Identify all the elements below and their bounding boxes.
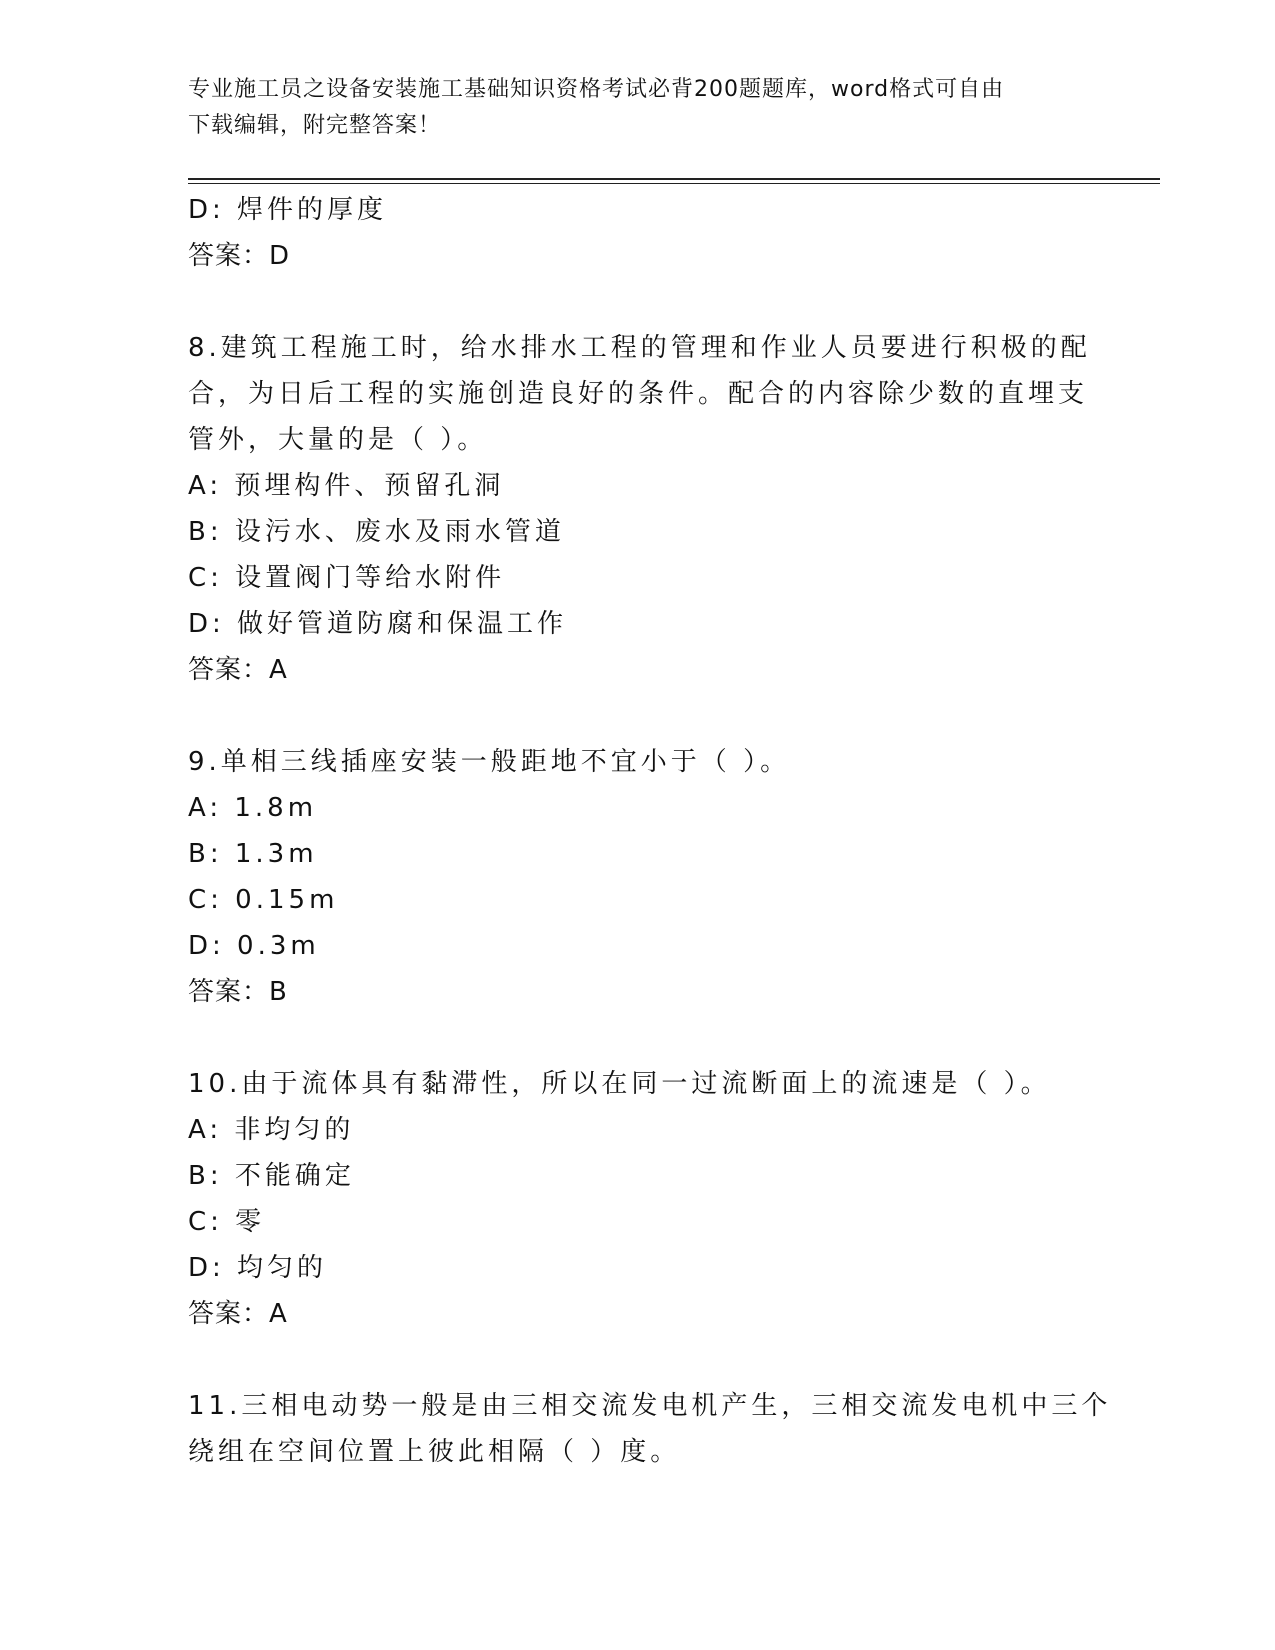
question-8-line-3: 管外，大量的是（ ）。 [188,425,488,455]
header-line-1: 专业施工员之设备安装施工基础知识资格考试必背200题题库，word格式可自由 [188,77,1005,102]
question-8-option-a: A: 预埋构件、预留孔洞 [188,471,505,501]
spacer [188,279,1088,325]
question-8 [188,325,1091,693]
question-10-line-1: 10.由于流体具有黏滞性，所以在同一过流断面上的流速是（ ）。 [188,1069,1051,1099]
document-header [188,72,1088,144]
question-8-answer: 答案：A [188,655,288,685]
question-8-option-c: C: 设置阀门等给水附件 [188,563,506,593]
question-10 [188,1061,1088,1337]
header-line-2: 下载编辑，附完整答案！ [188,113,442,138]
question-11-line-1: 11.三相电动势一般是由三相交流发电机产生，三相交流发电机中三个 [188,1391,1112,1421]
question-8-line-1: 8.建筑工程施工时，给水排水工程的管理和作业人员要进行积极的配 [188,333,1091,363]
header-rule-thick [188,178,1160,180]
question-10-answer: 答案：A [188,1299,288,1329]
question-9 [188,739,1088,1015]
question-9-option-d: D: 0.3m [188,931,320,961]
question-8-option-b: B: 设污水、废水及雨水管道 [188,517,565,547]
question-10-option-a: A: 非均匀的 [188,1115,355,1145]
question-11-line-2: 绕组在空间位置上彼此相隔（ ）度。 [188,1437,681,1467]
question-10-option-b: B: 不能确定 [188,1161,355,1191]
question-8-line-2: 合，为日后工程的实施创造良好的条件。配合的内容除少数的直埋支 [188,379,1089,409]
header-rule-thin [188,183,1160,184]
spacer [188,1015,1088,1061]
question-9-option-b: B: 1.3m [188,839,318,869]
prev-option-d: D: 焊件的厚度 [188,195,388,225]
prev-answer: 答案：D [188,241,291,271]
question-10-option-d: D: 均匀的 [188,1253,328,1283]
question-11 [188,1383,1112,1475]
question-8-option-d: D: 做好管道防腐和保温工作 [188,609,568,639]
question-9-line-1: 9.单相三线插座安装一般距地不宜小于（ ）。 [188,747,791,777]
spacer [188,1337,1088,1383]
question-9-option-c: C: 0.15m [188,885,339,915]
document-body [188,187,1112,1475]
question-9-answer: 答案：B [188,977,288,1007]
question-10-option-c: C: 零 [188,1207,266,1237]
spacer [188,693,1088,739]
question-9-option-a: A: 1.8m [188,793,318,823]
